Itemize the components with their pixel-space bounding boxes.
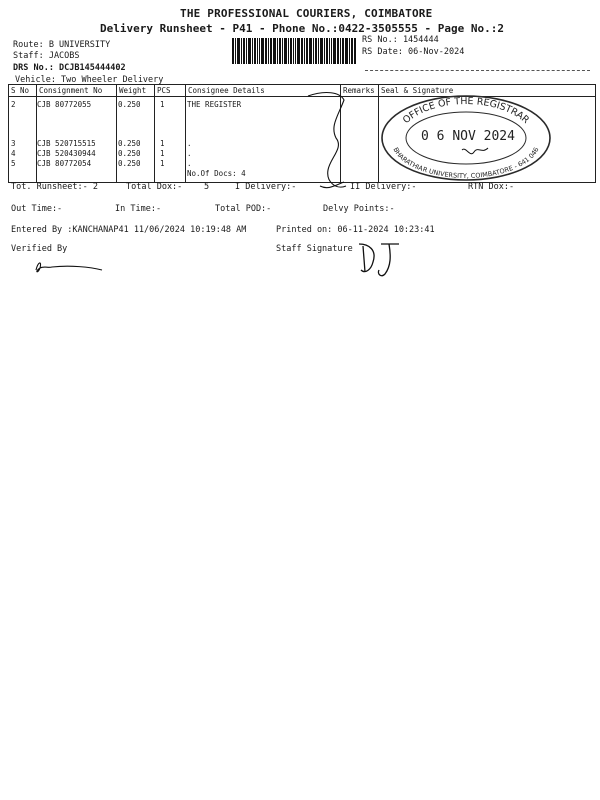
row-5-pcs: 1 bbox=[160, 159, 165, 168]
header-consignment: Consignment No bbox=[37, 85, 117, 97]
row-2-pcs: 1 bbox=[160, 100, 165, 109]
handwritten-bracket bbox=[300, 86, 360, 196]
row-3-weight: 0.250 bbox=[118, 139, 141, 148]
row-3-details: . bbox=[187, 139, 192, 148]
header-sno: S No bbox=[9, 85, 37, 97]
row-4-weight: 0.250 bbox=[118, 149, 141, 158]
row-5-details: . bbox=[187, 159, 192, 168]
header-remarks: Remarks bbox=[341, 85, 379, 97]
total-pod: Total POD:- bbox=[215, 204, 272, 214]
row-3-consignment: CJB 520715515 bbox=[37, 139, 96, 148]
rs-number: RS No.: 1454444 bbox=[362, 35, 439, 45]
verified-by-label: Verified By bbox=[11, 244, 68, 254]
row-2-weight: 0.250 bbox=[118, 100, 141, 109]
total-dox-label: Total Dox:- bbox=[126, 182, 183, 192]
row-2-details: THE REGISTER bbox=[187, 100, 242, 109]
company-name: THE PROFESSIONAL COURIERS, COIMBATORE bbox=[180, 7, 433, 20]
i-delivery: I Delivery:- bbox=[235, 182, 297, 192]
header-weight: Weight bbox=[117, 85, 155, 97]
row-5-weight: 0.250 bbox=[118, 159, 141, 168]
row-4-consignment: CJB 520430944 bbox=[37, 149, 96, 158]
stamp-top-text: OFFICE OF THE REGISTRAR bbox=[400, 95, 532, 127]
out-time: Out Time:- bbox=[11, 204, 63, 214]
header-divider bbox=[365, 70, 590, 71]
row-4-details: . bbox=[187, 149, 192, 158]
header-consignee-details: Consignee Details bbox=[186, 85, 341, 97]
ii-delivery: II Delivery:- bbox=[350, 182, 417, 192]
drs-number: DRS No.: DCJB145444402 bbox=[13, 63, 126, 73]
row-2-sno: 2 bbox=[11, 100, 16, 109]
registrar-stamp bbox=[378, 92, 554, 182]
runsheet-title: Delivery Runsheet - P41 - Phone No.:0422-3505555 - Page No.:2 bbox=[100, 22, 504, 35]
staff-signature-mark bbox=[355, 240, 405, 280]
row-3-sno: 3 bbox=[11, 139, 16, 148]
vehicle-label: Vehicle: Two Wheeler Delivery bbox=[15, 75, 164, 85]
rs-date: RS Date: 06-Nov-2024 bbox=[362, 47, 465, 57]
no-of-docs: No.Of Docs: 4 bbox=[187, 169, 246, 178]
entered-by: Entered By :KANCHANAP41 11/06/2024 10:19:48 AM bbox=[11, 225, 247, 235]
rtn-dox: RTN Dox:- bbox=[468, 182, 515, 192]
verified-by-signature bbox=[30, 254, 110, 278]
row-5-sno: 5 bbox=[11, 159, 16, 168]
barcode-image bbox=[232, 38, 356, 64]
header-seal-signature: Seal & Signature bbox=[379, 85, 596, 97]
stamp-bottom-text: BHARATHIAR UNIVERSITY, COIMBATORE - 641 046 bbox=[391, 146, 541, 181]
in-time: In Time:- bbox=[115, 204, 162, 214]
staff-label: Staff: JACOBS bbox=[13, 51, 80, 61]
printed-on: Printed on: 06-11-2024 10:23:41 bbox=[276, 225, 435, 235]
total-dox-value: 5 bbox=[204, 182, 210, 192]
route-label: Route: B UNIVERSITY bbox=[13, 40, 111, 50]
row-2-consignment: CJB 80772055 bbox=[37, 100, 92, 109]
header-pcs: PCS bbox=[155, 85, 186, 97]
row-5-consignment: CJB 80772054 bbox=[37, 159, 92, 168]
row-4-sno: 4 bbox=[11, 149, 16, 158]
stamp-date: 0 6 NOV 2024 bbox=[421, 129, 515, 144]
delvy-points: Delvy Points:- bbox=[323, 204, 395, 214]
row-4-pcs: 1 bbox=[160, 149, 165, 158]
row-3-pcs: 1 bbox=[160, 139, 165, 148]
staff-signature-label: Staff Signature bbox=[276, 244, 353, 254]
tot-runsheet: Tot. Runsheet:- 2 bbox=[11, 182, 98, 192]
